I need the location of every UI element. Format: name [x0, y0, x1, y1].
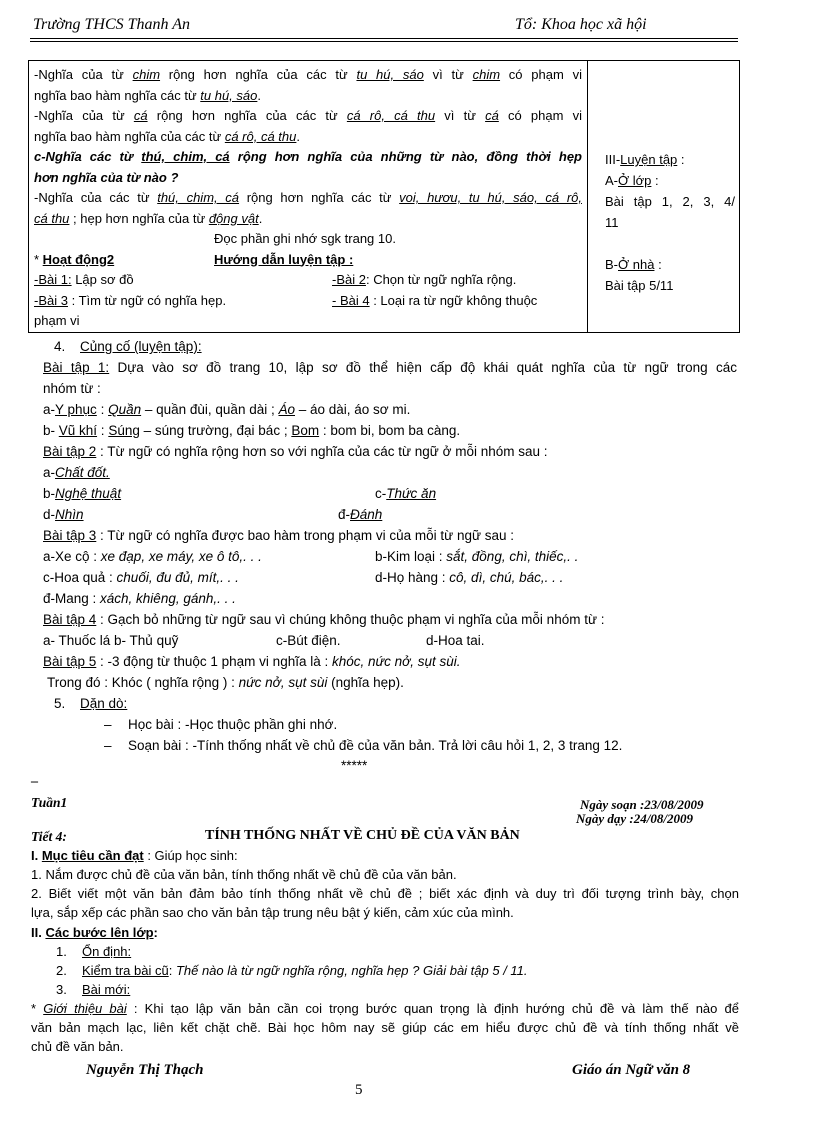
- lesson-title: TÍNH THỐNG NHẤT VỀ CHỦ ĐỀ CỦA VĂN BẢN: [205, 828, 520, 843]
- exercise-4-d: d-Hoa tai.: [426, 633, 485, 648]
- text: vì từ: [435, 108, 486, 123]
- text: d-: [43, 507, 56, 522]
- dash-2: –: [104, 738, 112, 753]
- exercise-3-d: [375, 570, 563, 585]
- homework-prepare: Soạn bài : -Tính thống nhất về chủ đề của văn bản. Trả lời câu hỏi 1, 2, 3 trang 12.: [128, 738, 623, 753]
- text: tu hú, sáo: [200, 87, 258, 103]
- text: Trong đó : Khóc ( nghĩa rộng ) :: [47, 675, 239, 690]
- text: Lập sơ đồ: [71, 272, 134, 287]
- text: : Tìm từ ngữ có nghĩa hẹp.: [67, 292, 227, 308]
- text: :: [651, 173, 659, 188]
- objective-2-cont: lựa, sắp xếp các phần sao cho văn bản tập trung nêu bật ý kiến, cảm xúc của mình.: [31, 905, 514, 920]
- exercise-3-b: [375, 549, 578, 564]
- text: Đánh: [350, 507, 383, 522]
- homework-exercises: Bài tập 5/11: [605, 278, 674, 293]
- text: c-: [375, 486, 387, 501]
- steps-heading: [31, 925, 158, 940]
- exercise-2-dd: [338, 507, 382, 522]
- text: Bài tập 4: [43, 612, 97, 627]
- exercise-2: [43, 444, 548, 459]
- exercise-2-d: [43, 507, 84, 522]
- text: rộng hơn nghĩa của các từ: [147, 108, 347, 123]
- text: có phạm vi: [498, 108, 583, 123]
- text: .: [258, 210, 263, 226]
- header-school: Trường THCS Thanh An: [33, 16, 191, 33]
- text: b-Kim loại :: [375, 549, 447, 564]
- text: Chất đốt.: [55, 465, 110, 480]
- text: : Khi tạo lập văn bản cần coi trọng bước quan trọng là định hướng chủ đề và làm thế nào để: [126, 1001, 739, 1016]
- text: :: [96, 402, 109, 417]
- exercise-5-note: [47, 675, 404, 690]
- text: thú, chim, cá: [157, 190, 240, 205]
- header-department: Tổ: Khoa học xã hội: [515, 16, 647, 33]
- text: b-: [43, 423, 59, 438]
- footer-author: Nguyễn Thị Thạch: [86, 1062, 204, 1078]
- text: : Chọn từ ngữ nghĩa rộng.: [365, 272, 517, 287]
- intro-line-1: [31, 1001, 739, 1016]
- text: a-: [43, 402, 56, 417]
- table-right-cell: [605, 149, 735, 296]
- homework-heading: [605, 254, 735, 275]
- text: *: [34, 251, 43, 267]
- exercise-3-c: [43, 570, 239, 585]
- table-line-3: [34, 106, 582, 127]
- text: : Giúp học sinh:: [143, 848, 238, 863]
- text: cá: [133, 108, 148, 123]
- page-number: 5: [355, 1082, 363, 1098]
- text: vì từ: [423, 67, 473, 82]
- text: đ-Mang :: [43, 591, 101, 606]
- table-line-5: [34, 147, 582, 168]
- text: động vật: [208, 210, 259, 226]
- step-3-number: 3.: [56, 982, 67, 997]
- text: có phạm vi: [500, 67, 582, 82]
- objective-2: [31, 886, 739, 901]
- text: -Bài 2: [332, 272, 366, 287]
- text: rộng hơn nghĩa của những từ nào, đồng thời hẹp: [229, 149, 582, 164]
- text: Hoạt động2: [42, 251, 115, 267]
- text: : -3 động từ thuộc 1 phạm vi nghĩa là :: [96, 654, 332, 669]
- exercise-5: [43, 654, 461, 669]
- in-class-exercises-cont: 11: [605, 215, 619, 230]
- text: (nghĩa hẹp).: [327, 675, 404, 690]
- table-column-divider: [587, 61, 588, 332]
- period-label: Tiết 4:: [31, 829, 67, 844]
- text: cá rô, cá thu: [224, 128, 297, 144]
- text: .: [257, 87, 261, 103]
- text: Áo: [278, 402, 295, 417]
- text: khóc, nức nở, sụt sùi.: [331, 654, 461, 669]
- text: Ở lớp: [618, 173, 652, 188]
- text: đ-: [338, 507, 351, 522]
- separator-stars: *****: [341, 758, 368, 773]
- section-5-title: Dặn dò:: [80, 696, 128, 711]
- text: – áo dài, áo sơ mi.: [295, 402, 411, 417]
- section-5-number: 5.: [54, 696, 66, 711]
- text: cá rô, cá thu: [346, 108, 436, 123]
- text: cô, dì, chú, bác,. . .: [449, 570, 564, 585]
- step-3: Bài mới:: [82, 982, 131, 997]
- text: : Loại ra từ ngữ không thuộc: [369, 292, 538, 308]
- text: voi, hươu, tu hú, sáo, cá rô,: [399, 190, 582, 205]
- text: nghĩa bao hàm nghĩa các từ: [34, 87, 201, 103]
- text: b-: [43, 486, 56, 501]
- text: Vũ khí: [58, 423, 98, 438]
- text: Hướng dẫn luyện tập :: [214, 251, 354, 267]
- dash-1: –: [104, 717, 112, 732]
- text: Bài tập 2: [43, 444, 97, 459]
- table-line-9: Đọc phần ghi nhớ sgk trang 10.: [214, 231, 396, 246]
- text: Thức ăn: [386, 486, 437, 501]
- text: Súng: [108, 423, 140, 438]
- header-rule-bottom: [30, 41, 738, 42]
- text: a-Xe cộ :: [43, 549, 101, 564]
- table-line-10: [34, 250, 582, 271]
- table-line-4: [34, 127, 582, 148]
- step-2: [82, 963, 528, 978]
- footer-subject: Giáo án Ngữ văn 8: [572, 1062, 691, 1078]
- exercise-3-dd: [43, 591, 236, 606]
- section-4-title: Củng cố (luyện tập):: [80, 339, 202, 354]
- text: : bom bi, bom ba càng.: [319, 423, 461, 438]
- objectives-heading: [31, 848, 238, 863]
- text: chuối, đu đủ, mít,. . .: [116, 570, 239, 585]
- text: B-: [605, 257, 618, 272]
- text: -Nghĩa của từ: [34, 67, 133, 82]
- text: Nhìn: [55, 507, 84, 522]
- text: :: [677, 152, 685, 167]
- text: -Nghĩa của từ: [34, 108, 134, 123]
- text: Y phục: [55, 402, 97, 417]
- text: III-: [605, 152, 621, 167]
- text: A-: [605, 173, 618, 188]
- text: chim: [132, 67, 161, 82]
- exercise-1: [43, 360, 737, 375]
- text: :: [153, 925, 158, 940]
- intro-line-3: chủ đề văn bản.: [31, 1039, 124, 1054]
- objective-1: 1. Nắm được chủ đề của văn bản, tính thống nhất về chủ đề của văn bản.: [31, 867, 457, 882]
- table-line-2: [34, 86, 582, 107]
- text: Thế nào là từ ngữ nghĩa rộng, nghĩa hẹp ? Giải bài tập 5 / 11.: [175, 963, 528, 978]
- step-1: Ổn định:: [82, 944, 132, 959]
- homework-study: Học bài : -Học thuộc phần ghi nhớ.: [128, 717, 338, 732]
- text: -Bài 3: [34, 292, 68, 308]
- exercise-1-b: [43, 423, 460, 438]
- text: cá: [485, 108, 499, 123]
- text: -Bài 1:: [34, 272, 72, 287]
- text: cá thu: [34, 210, 70, 226]
- text: Nghệ thuật: [55, 486, 122, 501]
- table-line-6: hơn nghĩa của từ nào ?: [34, 169, 179, 185]
- text: Bài tập 5: [43, 654, 97, 669]
- text: Bom: [291, 423, 320, 438]
- table-line-11: [34, 270, 582, 291]
- exercise-2-b: [43, 486, 121, 501]
- text: Kiểm tra bài cũ: [82, 963, 169, 978]
- table-line-7: [34, 188, 582, 209]
- text: thú, chim, cá: [141, 149, 230, 164]
- step-2-number: 2.: [56, 963, 67, 978]
- text: nghĩa bao hàm nghĩa của các từ: [34, 128, 225, 144]
- text: -Nghĩa của các từ: [34, 190, 158, 205]
- step-1-number: 1.: [56, 944, 67, 959]
- text: c-Hoa quả :: [43, 570, 117, 585]
- text: xách, khiêng, gánh,. . .: [100, 591, 236, 606]
- intro-line-2: [31, 1020, 739, 1035]
- header-rule-top: [30, 38, 738, 39]
- exercise-2-a: [43, 465, 110, 480]
- text: – quần đùi, quần dài ;: [141, 402, 279, 417]
- text: .: [296, 128, 301, 144]
- text: tu hú, sáo: [356, 67, 424, 82]
- text: Bài tập 1:: [43, 360, 110, 375]
- table-line-13: phạm vi: [34, 313, 80, 328]
- text: Bài tập 3: [43, 528, 97, 543]
- table-line-12: [34, 291, 582, 312]
- text: II.: [31, 925, 46, 940]
- table-line-8: [34, 209, 582, 230]
- text: *: [31, 1001, 44, 1016]
- text: Mục tiêu cần đạt: [41, 848, 144, 863]
- text: Ở nhà: [618, 257, 655, 272]
- text: xe đạp, xe máy, xe ô tô,. . .: [100, 549, 262, 564]
- text: Dựa vào sơ đồ trang 10, lập sơ đồ thể hiện cấp độ khái quát nghĩa của từ ngữ trong các: [109, 360, 737, 375]
- text: :: [97, 423, 109, 438]
- text: sắt, đồng, chì, thiếc,. .: [446, 549, 579, 564]
- text: chim: [472, 67, 501, 82]
- exercise-2-c: [375, 486, 436, 501]
- exercise-3-a: [43, 549, 262, 564]
- text: : Từ ngữ có nghĩa được bao hàm trong phạm vi của mỗi từ ngữ sau :: [96, 528, 515, 543]
- text: văn bản mạch lạc, liên kết chặt chẽ. Bài học hôm nay sẽ giúp các em hiểu được chủ đề và tính thống nhất về: [31, 1020, 739, 1035]
- exercise-1-a: [43, 402, 410, 417]
- text: I.: [31, 848, 42, 863]
- section-4-number: 4.: [54, 339, 66, 354]
- text: c-Nghĩa các từ: [34, 149, 142, 164]
- exercise-1-cont: nhóm từ :: [43, 381, 101, 396]
- text: – súng trường, đại bác ;: [139, 423, 292, 438]
- practice-heading: [605, 149, 735, 170]
- text: a-: [43, 465, 56, 480]
- text: Giới thiệu bài: [43, 1001, 127, 1016]
- exercise-3: [43, 528, 514, 543]
- text: ; hẹp hơn nghĩa của từ: [69, 210, 209, 226]
- text: 2. Biết viết một văn bản đảm bảo tính thống nhất về chủ đề ; biết xác định và duy trì đối tượng trình bày, chọn: [31, 886, 739, 901]
- in-class-heading: [605, 170, 735, 191]
- text: - Bài 4: [332, 292, 370, 308]
- exercise-4-c: c-Bút điện.: [276, 633, 341, 648]
- text: Quần: [108, 402, 142, 417]
- table-line-1: [34, 65, 582, 86]
- date-taught: Ngày dạy :24/08/2009: [576, 811, 693, 826]
- in-class-exercises: Bài tập 1, 2, 3, 4/: [605, 194, 735, 209]
- exercise-4-ab: a- Thuốc lá b- Thủ quỹ: [43, 633, 179, 648]
- text: :: [654, 257, 662, 272]
- text: : Gạch bỏ những từ ngữ sau vì chúng không thuộc phạm vi nghĩa của mỗi nhóm từ :: [96, 612, 605, 627]
- week-label: Tuần1: [31, 795, 68, 810]
- text: d-Họ hàng :: [375, 570, 450, 585]
- dash-mark: –: [31, 774, 38, 789]
- table-left-cell: [34, 65, 582, 332]
- lesson-table: [28, 60, 740, 333]
- date-prepared: Ngày soạn :23/08/2009: [580, 797, 704, 812]
- text: : Từ ngữ có nghĩa rộng hơn so với nghĩa của các từ ngữ ở mỗi nhóm sau :: [96, 444, 548, 459]
- text: Luyện tập: [620, 152, 678, 167]
- text: rộng hơn nghĩa các từ: [239, 190, 400, 205]
- text: rộng hơn nghĩa của các từ: [160, 67, 357, 82]
- text: Các bước lên lớp: [45, 925, 154, 940]
- exercise-4: [43, 612, 605, 627]
- text: :: [168, 963, 176, 978]
- text: nức nở, sụt sùi: [238, 675, 328, 690]
